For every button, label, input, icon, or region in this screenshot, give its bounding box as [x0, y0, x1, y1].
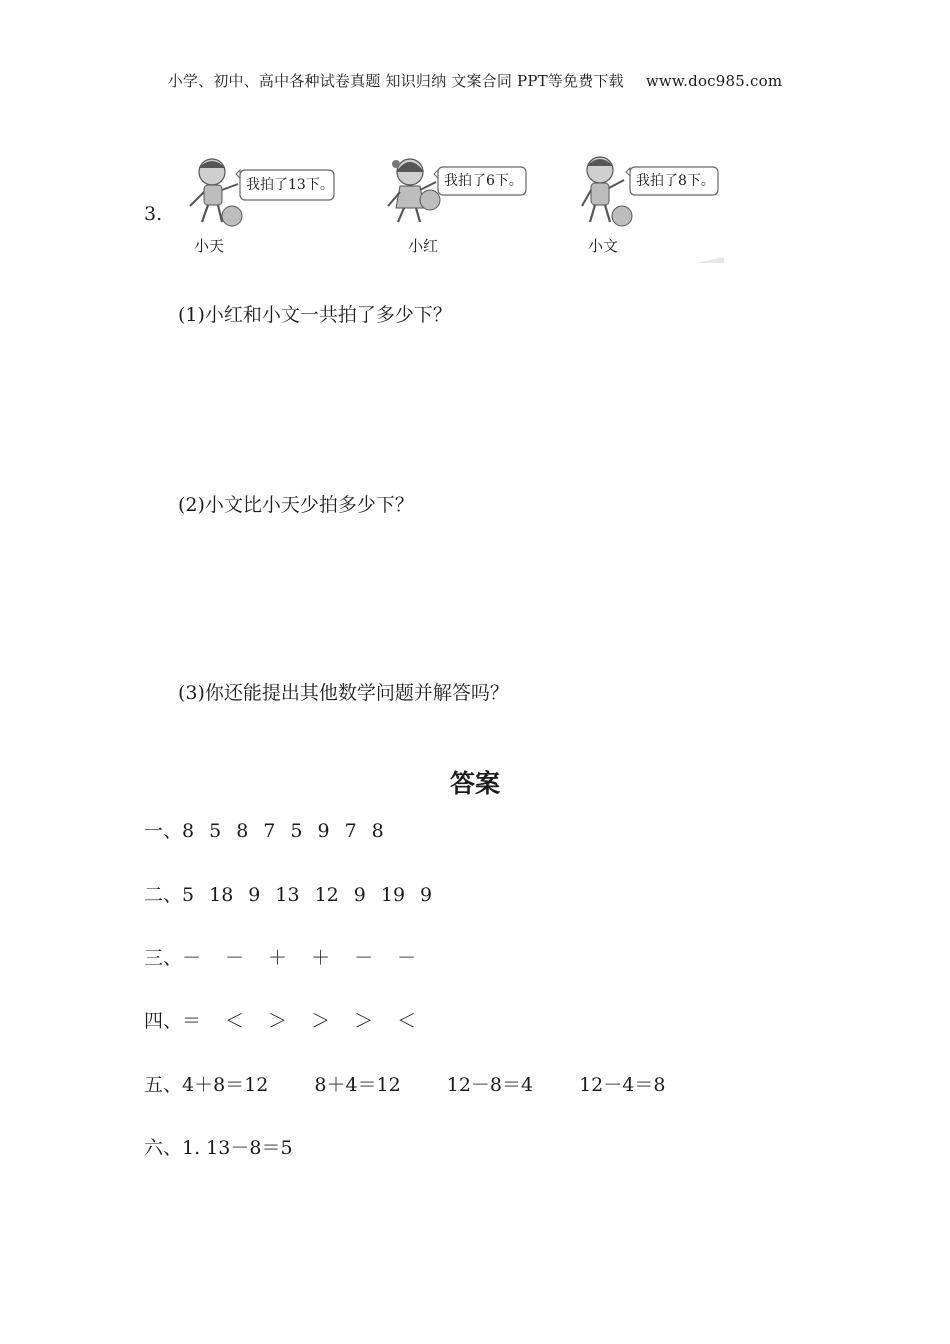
header-site-url: www.doc985.com	[645, 72, 783, 90]
answer-row-2	[144, 880, 447, 907]
answer-value: ＜	[397, 1010, 417, 1032]
kid-illustration-xiaohong	[378, 150, 548, 260]
answer-value: 12－8＝4	[446, 1074, 534, 1096]
boy-bouncing-ball-icon	[178, 150, 348, 240]
kid-name-label: 小红	[408, 237, 439, 255]
answer-value: 7	[263, 820, 276, 842]
answer-row-3	[144, 943, 440, 970]
answer-row-label: 一、	[144, 820, 183, 842]
kid-illustration-xiaotian	[178, 150, 348, 260]
answer-value: －	[182, 947, 202, 969]
answer-value: 4＋8＝12	[182, 1074, 269, 1096]
answer-value: ＜	[225, 1010, 245, 1032]
answer-value: －	[225, 947, 245, 969]
answer-value: 18	[209, 884, 234, 906]
header-promo-text: 小学、初中、高中各种试卷真题 知识归纳 文案合同 PPT等免费下载	[167, 72, 624, 90]
answer-value: ＋	[268, 947, 288, 969]
sub-question-1: (1)小红和小文一共拍了多少下？	[178, 304, 452, 326]
answer-row-label: 三、	[144, 947, 183, 969]
speech-bubble-text: 我拍了8下。	[636, 173, 715, 189]
answer-row-label: 六、	[144, 1137, 183, 1159]
answer-value: ＝	[182, 1010, 202, 1032]
sub-question-3: (3)你还能提出其他数学问题并解答吗？	[178, 682, 509, 704]
answer-value: 8	[182, 820, 195, 842]
answer-value: ＋	[311, 947, 331, 969]
kid-name-label: 小天	[194, 237, 225, 255]
speech-bubble-text: 我拍了6下。	[444, 173, 523, 189]
sub-question-2: (2)小文比小天少拍多少下？	[178, 494, 414, 516]
speech-bubble-text: 我拍了13下。	[246, 177, 334, 193]
answer-value: 8	[236, 820, 249, 842]
answer-value: 5	[290, 820, 303, 842]
answer-value: 1. 13－8＝5	[182, 1137, 293, 1159]
answer-value: 9	[420, 884, 433, 906]
answer-value: ＞	[311, 1010, 331, 1032]
answer-value: 12	[314, 884, 339, 906]
answer-value: ＞	[268, 1010, 288, 1032]
answer-value: 9	[317, 820, 330, 842]
answer-value: 7	[344, 820, 357, 842]
answer-row-label: 五、	[144, 1074, 183, 1096]
answers-title: 答案	[449, 769, 500, 798]
answer-value: 9	[248, 884, 261, 906]
question-number: 3.	[144, 203, 163, 225]
answer-row-5	[144, 1070, 665, 1097]
answer-value: 5	[182, 884, 195, 906]
answer-row-4	[144, 1006, 440, 1033]
answer-row-label: 二、	[144, 884, 183, 906]
answer-row-label: 四、	[144, 1010, 183, 1032]
answer-row-6	[144, 1133, 308, 1160]
answer-value: 5	[209, 820, 222, 842]
answer-value: 19	[380, 884, 406, 906]
answer-value: －	[397, 947, 417, 969]
answer-value: 12－4＝8	[579, 1074, 666, 1096]
answer-value: 8＋4＝12	[314, 1074, 401, 1096]
page-header	[0, 70, 950, 91]
answer-value: 9	[353, 884, 366, 906]
answer-row-1	[144, 816, 399, 843]
girl-bouncing-ball-icon	[378, 150, 548, 240]
boy-bouncing-ball-icon	[574, 150, 744, 240]
answer-value: 13	[275, 884, 300, 906]
answer-value: －	[354, 947, 374, 969]
answer-value: ＞	[354, 1010, 374, 1032]
kid-name-label: 小文	[588, 237, 619, 255]
image-corner-mark	[696, 248, 724, 254]
answer-value: 8	[371, 820, 384, 842]
kid-illustration-xiaowen	[574, 150, 744, 260]
